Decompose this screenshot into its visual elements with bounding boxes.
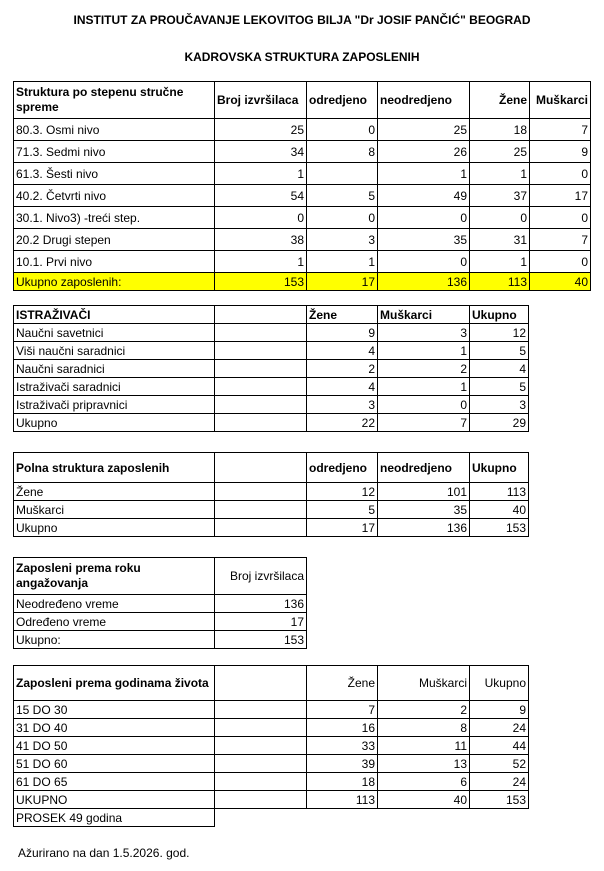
- table-cell: 34: [215, 141, 307, 163]
- table-cell: 5: [307, 501, 378, 519]
- row-label: 71.3. Sedmi nivo: [14, 141, 215, 163]
- table-cell: 101: [378, 483, 470, 501]
- header-cell: Muškarci: [530, 82, 591, 119]
- table-cell: 3: [378, 324, 470, 342]
- table-cell: 7: [378, 414, 470, 432]
- table-cell: 35: [378, 229, 470, 251]
- row-label: UKUPNO: [14, 791, 215, 809]
- empty-cell: [470, 809, 529, 827]
- table-cell: 9: [470, 701, 529, 719]
- table-cell: 52: [470, 755, 529, 773]
- table-cell: 54: [215, 185, 307, 207]
- table-cell: [215, 755, 307, 773]
- header-cell: Broj izvršilaca: [215, 558, 307, 595]
- table-cell: 1: [307, 251, 378, 273]
- table-cell: [215, 342, 307, 360]
- header-cell: Zaposleni prema roku angažovanja: [14, 558, 215, 595]
- table-cell: [215, 773, 307, 791]
- row-label: 61 DO 65: [14, 773, 215, 791]
- row-label: Određeno vreme: [14, 613, 215, 631]
- table-cell: 22: [307, 414, 378, 432]
- table-cell: 39: [307, 755, 378, 773]
- table-cell: 5: [470, 378, 529, 396]
- header-cell: odredjeno: [307, 82, 378, 119]
- table-cell: 44: [470, 737, 529, 755]
- table-cell: 2: [378, 701, 470, 719]
- document-subtitle: KADROVSKA STRUKTURA ZAPOSLENIH: [184, 50, 420, 64]
- table-cell: [215, 501, 307, 519]
- table-cell: 7: [530, 119, 591, 141]
- engagement-term-table: [13, 557, 307, 649]
- table-cell: [215, 378, 307, 396]
- table-cell: [215, 324, 307, 342]
- header-cell: odredjeno: [307, 453, 378, 483]
- total-cell: 17: [307, 273, 378, 291]
- table-cell: 40: [470, 501, 529, 519]
- table-cell: 1: [470, 163, 530, 185]
- table-cell: 0: [307, 119, 378, 141]
- header-cell: Ukupno: [470, 453, 529, 483]
- table-cell: [215, 791, 307, 809]
- empty-cell: [378, 809, 470, 827]
- header-cell: Struktura po stepenu stručne spreme: [14, 82, 215, 119]
- row-label: 41 DO 50: [14, 737, 215, 755]
- table-cell: 5: [307, 185, 378, 207]
- table-cell: 5: [470, 342, 529, 360]
- table-cell: 13: [378, 755, 470, 773]
- row-label: 20.2 Drugi stepen: [14, 229, 215, 251]
- row-label: Istraživači pripravnici: [14, 396, 215, 414]
- table-cell: 18: [307, 773, 378, 791]
- table-cell: 1: [215, 251, 307, 273]
- header-cell: Zaposleni prema godinama života: [14, 666, 215, 701]
- table-cell: 17: [307, 519, 378, 537]
- table-cell: 1: [378, 378, 470, 396]
- table-cell: 17: [215, 613, 307, 631]
- header-cell: Žene: [307, 306, 378, 324]
- row-label: Viši naučni saradnici: [14, 342, 215, 360]
- table-cell: 1: [378, 163, 470, 185]
- table-cell: 153: [470, 519, 529, 537]
- table-cell: 136: [378, 519, 470, 537]
- table-cell: 4: [470, 360, 529, 378]
- table-cell: 37: [470, 185, 530, 207]
- table-cell: 24: [470, 719, 529, 737]
- table-cell: 9: [307, 324, 378, 342]
- table-cell: 7: [530, 229, 591, 251]
- table-cell: 26: [378, 141, 470, 163]
- table-cell: 12: [470, 324, 529, 342]
- table-cell: 35: [378, 501, 470, 519]
- header-cell: [215, 666, 307, 701]
- row-label: Muškarci: [14, 501, 215, 519]
- table-cell: 6: [378, 773, 470, 791]
- table-cell: 3: [470, 396, 529, 414]
- table-cell: 29: [470, 414, 529, 432]
- table-cell: 25: [215, 119, 307, 141]
- row-label: Žene: [14, 483, 215, 501]
- table-cell: 3: [307, 396, 378, 414]
- table-cell: 0: [530, 251, 591, 273]
- header-cell: Muškarci: [378, 306, 470, 324]
- table-cell: 0: [470, 207, 530, 229]
- table-cell: [215, 701, 307, 719]
- table-cell: 25: [378, 119, 470, 141]
- table-cell: 33: [307, 737, 378, 755]
- table-cell: 113: [307, 791, 378, 809]
- header-cell: [215, 306, 307, 324]
- total-cell: 136: [378, 273, 470, 291]
- table-cell: [215, 396, 307, 414]
- table-cell: 9: [530, 141, 591, 163]
- table-cell: 49: [378, 185, 470, 207]
- row-label: Naučni savetnici: [14, 324, 215, 342]
- table-cell: [215, 414, 307, 432]
- row-label: Ukupno: [14, 414, 215, 432]
- table-cell: 8: [378, 719, 470, 737]
- row-label: 61.3. Šesti nivo: [14, 163, 215, 185]
- row-label: 10.1. Prvi nivo: [14, 251, 215, 273]
- header-cell: ISTRAŽIVAČI: [14, 306, 215, 324]
- table-cell: [215, 719, 307, 737]
- table-cell: 1: [378, 342, 470, 360]
- table-cell: 3: [307, 229, 378, 251]
- table-cell: 2: [378, 360, 470, 378]
- header-cell: neodredjeno: [378, 453, 470, 483]
- table-cell: 40: [378, 791, 470, 809]
- age-structure-table: [13, 665, 529, 827]
- table-cell: 24: [470, 773, 529, 791]
- table-cell: 18: [470, 119, 530, 141]
- table-cell: [215, 360, 307, 378]
- total-cell: 153: [215, 273, 307, 291]
- table-cell: 0: [530, 207, 591, 229]
- table-cell: 0: [307, 207, 378, 229]
- header-cell: Muškarci: [378, 666, 470, 701]
- empty-cell: [215, 809, 307, 827]
- table-cell: 2: [307, 360, 378, 378]
- row-label: Istraživači saradnici: [14, 378, 215, 396]
- empty-cell: [307, 809, 378, 827]
- table-cell: 0: [378, 396, 470, 414]
- header-cell: Ukupno: [470, 666, 529, 701]
- row-label: 80.3. Osmi nivo: [14, 119, 215, 141]
- table-cell: 0: [215, 207, 307, 229]
- table-cell: 4: [307, 342, 378, 360]
- table-cell: 31: [470, 229, 530, 251]
- row-label: 31 DO 40: [14, 719, 215, 737]
- total-label: Ukupno zaposlenih:: [14, 273, 215, 291]
- table-cell: 0: [378, 207, 470, 229]
- table-cell: 38: [215, 229, 307, 251]
- table-cell: 17: [530, 185, 591, 207]
- table-cell: [215, 519, 307, 537]
- row-label: Neodređeno vreme: [14, 595, 215, 613]
- table-cell: 153: [470, 791, 529, 809]
- gender-structure-table: [13, 452, 529, 537]
- average-age: PROSEK 49 godina: [14, 809, 215, 827]
- table-cell: [215, 737, 307, 755]
- header-cell: Žene: [470, 82, 530, 119]
- total-cell: 40: [530, 273, 591, 291]
- table-cell: [307, 163, 378, 185]
- row-label: 40.2. Četvrti nivo: [14, 185, 215, 207]
- table-cell: [215, 483, 307, 501]
- row-label: Ukupno: [14, 519, 215, 537]
- researchers-table: [13, 305, 529, 432]
- document-title: INSTITUT ZA PROUČAVANJE LEKOVITOG BILJA "Dr JOSIF PANČIĆ" BEOGRAD: [73, 13, 531, 27]
- table-cell: 0: [530, 163, 591, 185]
- header-cell: [215, 453, 307, 483]
- table-cell: 4: [307, 378, 378, 396]
- header-cell: Broj izvršilaca: [215, 82, 307, 119]
- total-cell: 113: [470, 273, 530, 291]
- row-label: 51 DO 60: [14, 755, 215, 773]
- header-cell: Polna struktura zaposlenih: [14, 453, 215, 483]
- header-cell: Ukupno: [470, 306, 529, 324]
- education-structure-table: [13, 81, 591, 291]
- table-cell: 16: [307, 719, 378, 737]
- table-cell: 7: [307, 701, 378, 719]
- table-cell: 153: [215, 631, 307, 649]
- updated-date: Ažurirano na dan 1.5.2026. god.: [18, 846, 190, 860]
- row-label: 15 DO 30: [14, 701, 215, 719]
- table-cell: 12: [307, 483, 378, 501]
- row-label: Ukupno:: [14, 631, 215, 649]
- table-cell: 11: [378, 737, 470, 755]
- header-cell: neodredjeno: [378, 82, 470, 119]
- table-cell: 136: [215, 595, 307, 613]
- row-label: Naučni saradnici: [14, 360, 215, 378]
- header-cell: Žene: [307, 666, 378, 701]
- table-cell: 25: [470, 141, 530, 163]
- table-cell: 8: [307, 141, 378, 163]
- row-label: 30.1. Nivo3) -treći step.: [14, 207, 215, 229]
- table-cell: 1: [470, 251, 530, 273]
- table-cell: 113: [470, 483, 529, 501]
- table-cell: 1: [215, 163, 307, 185]
- table-cell: 0: [378, 251, 470, 273]
